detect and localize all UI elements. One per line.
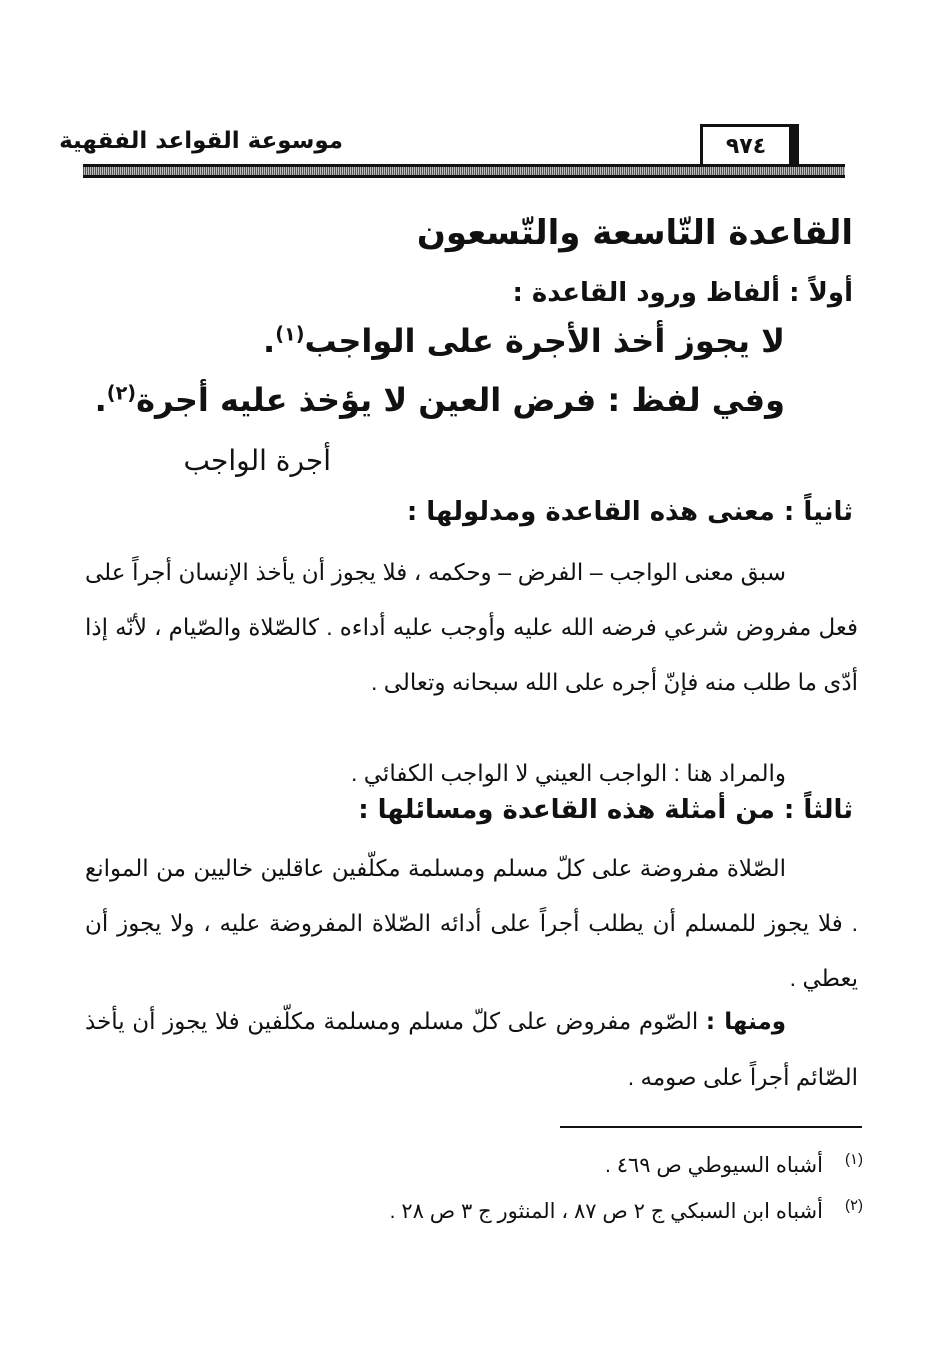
footnote-separator bbox=[560, 1126, 862, 1128]
paragraph: سبق معنى الواجب – الفرض – وحكمه ، فلا يجوز أن يأخذ الإنسان أجراً على فعل مفروض شرعي فرضه الله عليه وأوجب عليه أداءه . كالصّلاة والصّيام ، لأنّه إذا أدّى ما طلب منه فإنّ أجره على الله سبحانه وتعالى . bbox=[85, 559, 858, 695]
section-heading-first: أولاً : ألفاظ ورود القاعدة : bbox=[512, 278, 853, 308]
running-title: موسوعة القواعد الفقهية bbox=[59, 128, 343, 154]
line-end: . bbox=[94, 381, 107, 419]
footnote-text: أشباه السيوطي ص ٤٦٩ . bbox=[605, 1154, 823, 1177]
footnote bbox=[390, 1196, 863, 1224]
section-heading-second: ثانياً : معنى هذه القاعدة ومدلولها : bbox=[406, 497, 853, 527]
header-rule bbox=[83, 164, 845, 178]
paragraph bbox=[85, 994, 858, 1105]
paragraph: والمراد هنا : الواجب العيني لا الواجب الكفائي . bbox=[350, 760, 786, 786]
footnote-text: أشباه ابن السبكي ج ٢ ص ٨٧ ، المنثور ج ٣ ص ٢٨ . bbox=[389, 1200, 823, 1223]
footnote-ref: (١) bbox=[275, 322, 305, 346]
section-heading-third: ثالثاً : من أمثلة هذه القاعدة ومسائلها : bbox=[358, 795, 853, 825]
rule-wording-text: وفي لفظ : فرض العين لا يؤخذ عليه أجرة bbox=[136, 381, 785, 419]
rule-wording-line-alt bbox=[95, 381, 785, 419]
rule-title: القاعدة التّاسعة والتّسعون bbox=[416, 213, 853, 253]
footnote-ref: (٢) bbox=[106, 381, 137, 405]
footnote-mark: (١) bbox=[844, 1151, 863, 1168]
paragraph: الصّلاة مفروضة على كلّ مسلم ومسلمة مكلّفين عاقلين خاليين من الموانع . فلا يجوز للمسلم أن يطلب أجراً على أدائه الصّلاة المفروضة عليه ، ولا يجوز أن يعطي . bbox=[85, 855, 858, 991]
rule-short-form: أجرة الواجب bbox=[183, 444, 331, 477]
line-end: . bbox=[263, 322, 276, 360]
paragraph-body: الصّوم مفروض على كلّ مسلم ومسلمة مكلّفين فلا يجوز أن يأخذ الصّائم أجراً على صومه . bbox=[85, 1008, 858, 1090]
page-number: ٩٧٤ bbox=[700, 124, 792, 167]
rule-wording-line bbox=[263, 322, 785, 360]
rule-wording-text: لا يجوز أخذ الأجرة على الواجب bbox=[304, 322, 785, 360]
footnote-mark: (٢) bbox=[844, 1197, 863, 1214]
paragraph-lead: ومنها : bbox=[705, 1009, 786, 1035]
footnote bbox=[605, 1150, 863, 1178]
